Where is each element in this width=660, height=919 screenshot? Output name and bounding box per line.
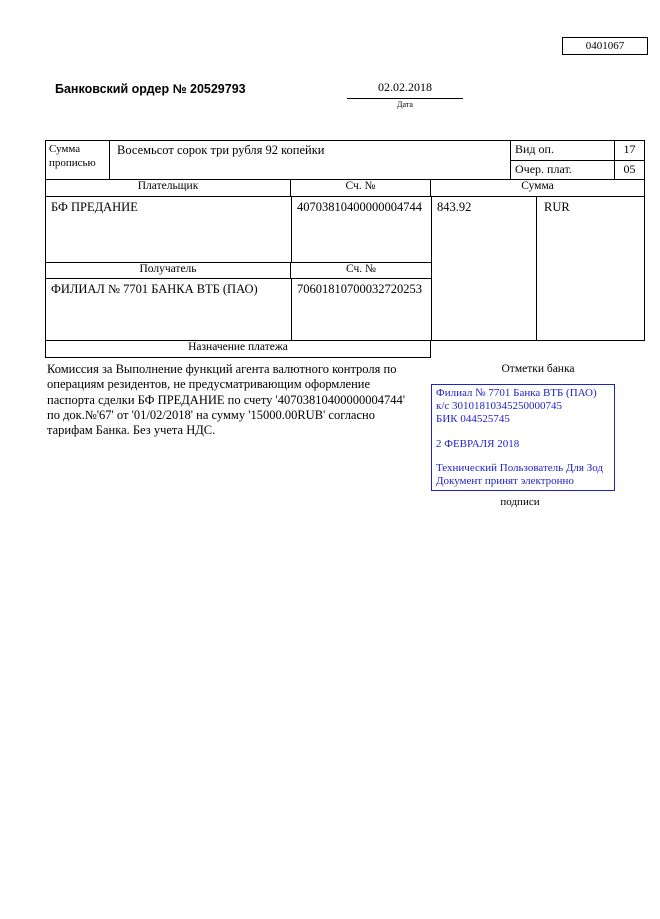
- beneficiary-account: 70601810700032720253: [291, 279, 431, 340]
- section-headers-row: [45, 180, 645, 197]
- amount-block: [431, 197, 644, 340]
- date-label: Дата: [397, 100, 413, 109]
- operation-type-value: 17: [614, 141, 644, 160]
- document-title: Банковский ордер № 20529793: [55, 82, 246, 96]
- amount-words-label: Сумма прописью: [45, 141, 110, 179]
- payer-header: Плательщик: [46, 180, 291, 196]
- payer-account: 40703810400000004744: [291, 197, 431, 262]
- parties-block: [45, 197, 645, 341]
- operation-type-row: [511, 141, 644, 161]
- date-value: 02.02.2018: [347, 80, 463, 99]
- bank-marks-block: [431, 358, 645, 508]
- purpose-header: Назначение платежа: [45, 341, 431, 358]
- amount-words-value: Восемьсот сорок три рубля 92 копейки: [117, 143, 325, 157]
- form-code-box: 0401067: [562, 37, 648, 55]
- payment-priority-row: [511, 161, 644, 180]
- payment-order-table: [45, 140, 645, 508]
- operation-type-label: Вид оп.: [515, 142, 554, 156]
- beneficiary-row: [46, 279, 431, 340]
- bottom-block: [45, 358, 645, 508]
- amount-value: 843.92: [432, 197, 537, 340]
- payment-priority-label: Очер. плат.: [515, 161, 572, 176]
- beneficiary-headers-row: [46, 263, 431, 279]
- payer-account-header: Сч. №: [291, 180, 431, 196]
- purpose-text: Комиссия за Выполнение функций агента валютного контроля по операциям резидентов, не предусматривающим оформление паспорта сделки БФ ПРЕДАНИЕ по счету '40703810400000004744' по док.№'67' от '01/02/2018' на сумму '15000.00RUB' согласно тарифам Банка. Без учета НДС.: [47, 362, 406, 437]
- bank-stamp: Филиал № 7701 Банка ВТБ (ПАО) к/с 30101810345250000745 БИК 044525745 2 ФЕВРАЛЯ 2018 Технический Пользователь Для Зод Документ принят электронно: [431, 384, 615, 491]
- amount-currency: RUR: [544, 200, 570, 214]
- parties-left-column: [46, 197, 431, 340]
- operation-codes-block: [510, 141, 645, 179]
- amount-words-row: [45, 140, 645, 180]
- date-block: [347, 80, 463, 109]
- payment-priority-value: 05: [614, 161, 644, 180]
- beneficiary-name: ФИЛИАЛ № 7701 БАНКА ВТБ (ПАО): [51, 282, 258, 296]
- signatures-label: подписи: [500, 496, 540, 509]
- beneficiary-header: Получатель: [46, 263, 291, 278]
- bank-marks-header: Отметки банка: [501, 363, 575, 375]
- beneficiary-account-header: Сч. №: [345, 263, 377, 275]
- payer-row: [46, 197, 431, 263]
- amount-header: Сумма: [521, 180, 554, 192]
- payer-name: БФ ПРЕДАНИЕ: [51, 200, 138, 214]
